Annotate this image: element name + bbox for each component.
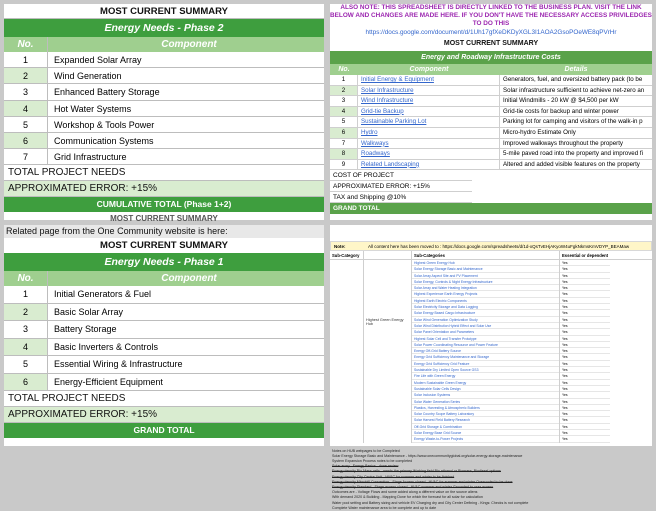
essential-values <box>560 260 610 443</box>
row-component: Workshop & Tools Power <box>54 119 155 130</box>
category-link[interactable]: Energy Off-Grid Battery Source <box>412 348 559 354</box>
note-line: With demand 2020 & Building - Mapping Done for which the forecast for all solar for calculation <box>332 495 483 500</box>
summary-title: MOST CURRENT SUMMARY <box>443 40 539 47</box>
row-component-link[interactable]: Solar Infrastructure <box>358 86 500 96</box>
summary-title: MOST CURRENT SUMMARY <box>4 4 324 19</box>
essential-value: Yes <box>560 291 610 297</box>
note-line: Water pool setting and Battery sizing and vehicle EV Charging dry and City Center Defining - Kings: Checks is not complete <box>332 500 529 505</box>
row-no: 3 <box>4 321 48 338</box>
category-link[interactable]: Off-Grid Storage & Combination <box>412 424 559 430</box>
next-summary-title: MOST CURRENT SUMMARY <box>110 214 218 224</box>
row-details: Solar infrastructure sufficient to achieve net-zero an <box>503 86 645 94</box>
essential-value: Yes <box>560 424 610 430</box>
header-sub-category: Sub-Category <box>330 251 364 259</box>
table-row <box>4 286 324 304</box>
category-link[interactable]: Solar Power Coordinating Resource and Power Feature <box>412 342 559 348</box>
row-no: 2 <box>4 68 48 83</box>
row-details: Generators, fuel, and oversized battery pack (to be <box>503 76 643 83</box>
note-line: Complete Water maintenance area to be complete and up to date <box>332 505 437 510</box>
header-no: No. <box>338 66 350 73</box>
category-link[interactable]: Fire Life with Green Energy <box>412 373 559 379</box>
moved-note <box>330 241 652 251</box>
grand-total: GRAND TOTAL <box>4 423 324 438</box>
row-no: 7 <box>330 139 358 149</box>
panel-phase1-summary <box>4 225 324 446</box>
row-details: 5-mile paved road into the property and improved fi <box>503 150 643 158</box>
row-no: 6 <box>330 128 358 138</box>
category-link[interactable]: Highest Earth Electric Components <box>412 298 559 304</box>
row-component-link[interactable]: Grid-tie Backup <box>358 107 500 117</box>
row-details: Parking lot for camping and visitors of the walk-in p <box>503 118 643 126</box>
essential-value: Yes <box>560 298 610 304</box>
essential-value: Yes <box>560 380 610 386</box>
phase-title: Energy Needs - Phase 2 <box>4 19 324 37</box>
essential-value: Yes <box>560 392 610 398</box>
table-row <box>4 304 324 322</box>
row-no: 1 <box>330 75 358 85</box>
related-page-note: Related page from the One Community website is here: <box>4 225 324 238</box>
table-row <box>330 117 652 128</box>
table-row <box>4 321 324 339</box>
row-no: 1 <box>4 286 48 303</box>
essential-value: Yes <box>560 266 610 272</box>
row-no: 3 <box>4 84 48 99</box>
cumulative-total: CUMULATIVE TOTAL (Phase 1+2) <box>4 197 324 212</box>
essential-value: Yes <box>560 310 610 316</box>
row-no: 5 <box>4 356 48 373</box>
row-no: 9 <box>330 160 358 170</box>
row-component-link[interactable]: Related Landscaping <box>358 160 500 170</box>
row-component: Energy-Efficient Equipment <box>54 376 163 387</box>
essential-value: Yes <box>560 411 610 417</box>
note-line: Energy density City Centre Unit - HVAC for summer and winter to be finished <box>332 474 455 479</box>
approximated-error: APPROXIMATED ERROR: +15% <box>4 407 324 423</box>
row-no: 8 <box>330 149 358 159</box>
cost-of-project: COST OF PROJECT <box>330 170 472 181</box>
essential-value: Yes <box>560 386 610 392</box>
table-row <box>330 96 652 107</box>
approximated-error: APPROXIMATED ERROR: +15% <box>4 181 324 197</box>
category-link[interactable]: Energy Grid Sufficiency Maintenance and Storage <box>412 354 559 360</box>
note-line: Energy density Standard - Stage access closed - HVAC summer and winter Grounded to user access <box>332 485 494 490</box>
row-component: Basic Inverters & Controls <box>54 341 159 352</box>
category-link[interactable]: Sustainable Dry Limited Open Source GS3 <box>412 367 559 373</box>
table-row <box>4 149 324 165</box>
row-details: Improved walkways throughout the property <box>503 139 624 147</box>
row-component: Hot Water Systems <box>54 103 132 114</box>
table-row <box>330 149 652 160</box>
hub-notes <box>330 449 652 511</box>
category-link[interactable]: Solar Wind Generation Optimization Study <box>412 317 559 323</box>
row-no: 5 <box>4 117 48 132</box>
row-no: 1 <box>4 52 48 67</box>
essential-value: Yes <box>560 317 610 323</box>
category-link[interactable]: Solar Energy Storage Basic and Maintenance <box>412 266 559 272</box>
header-details: Details <box>564 66 588 73</box>
category-links <box>412 260 560 443</box>
note-line: Solar array - Energy Basics - done review <box>332 464 399 469</box>
row-no: 5 <box>330 117 358 127</box>
table-header <box>330 64 652 75</box>
essential-value: Yes <box>560 273 610 279</box>
panel-green-energy-hub <box>330 225 652 510</box>
category-link[interactable]: Solar Energy Based Cargo Infrastructure <box>412 310 559 316</box>
essential-value: Yes <box>560 405 610 411</box>
category-link[interactable]: Solar Energy, Controls & Night Energy Infrastructure <box>412 279 559 285</box>
table-row <box>330 107 652 118</box>
row-no: 2 <box>330 86 358 96</box>
note-line: Outcomes are - Voltage Flows and some added along a different value on the source aliens <box>332 490 478 495</box>
essential-value: Yes <box>560 417 610 423</box>
table-row <box>4 84 324 100</box>
business-plan-link[interactable]: https://docs.google.com/document/d/1Uh17gfXeDKDyXGL3I1AOA2GsoPOeWE8qPVrHr <box>365 29 617 36</box>
essential-value: Yes <box>560 430 610 436</box>
table-row <box>330 160 652 171</box>
category-link[interactable]: Plastics, Harvesting & Atmospheric Builders <box>412 405 559 411</box>
essential-value: Yes <box>560 285 610 291</box>
category-link[interactable]: Solar Country Scope Battery Laboratory <box>412 411 559 417</box>
row-component: Wind Generation <box>54 71 122 82</box>
row-component: Expanded Solar Array <box>54 55 142 65</box>
header-sub-categories: Sub-Categories <box>412 251 560 259</box>
essential-value: Yes <box>560 348 610 354</box>
panel-infrastructure-costs <box>330 4 652 220</box>
header-component: Component <box>161 273 217 284</box>
table-row <box>4 356 324 374</box>
essential-value: Yes <box>560 354 610 360</box>
category-link[interactable]: Sustainable Solar Cells Design <box>412 386 559 392</box>
essential-value: Yes <box>560 373 610 379</box>
essential-value: Yes <box>560 323 610 329</box>
table-row <box>4 133 324 149</box>
row-no: 6 <box>4 374 48 391</box>
summary-title: MOST CURRENT SUMMARY <box>100 240 228 251</box>
category-link[interactable]: Solar Wind Distribution Hybrid Effect and Solar Use <box>412 323 559 329</box>
table-row <box>4 374 324 392</box>
row-component: Communication Systems <box>54 135 154 146</box>
note-line: Energy density Bio-Mass cells - needs the primary Working field Bio-ethanol or Biomass, Biodiesel options <box>332 469 501 474</box>
row-component: Battery Storage <box>54 324 117 334</box>
spreadsheet-note: ALSO NOTE: THIS SPREADSHEET IS DIRECTLY LINKED TO THE BUSINESS PLAN. VISIT THE LINK BELOW AND CHANGES ARE MADE HERE. IF YOU DON'T HAVE THE NECESSARY ACCESS PRIVILEDGES TO DO THIS <box>330 4 652 27</box>
category-link[interactable]: Highest Experience Earth Energy Projects <box>412 291 559 297</box>
row-no: 4 <box>330 107 358 117</box>
essential-value: Yes <box>560 304 610 310</box>
essential-value: Yes <box>560 367 610 373</box>
approximated-error: APPROXIMATED ERROR: +15% <box>330 181 472 192</box>
category-link[interactable]: Solar Panel Orientation and Parameters <box>412 329 559 335</box>
row-component-link[interactable]: Wind Infrastructure <box>358 96 500 106</box>
phase-title: Energy Needs - Phase 1 <box>4 253 324 271</box>
table-row <box>4 117 324 133</box>
grand-total: GRAND TOTAL <box>330 203 652 214</box>
row-component-link[interactable]: Initial Energy & Equipment <box>358 75 500 85</box>
table-row <box>4 68 324 84</box>
category-link[interactable]: Solar Energy Base Grid Source <box>412 430 559 436</box>
header-essential: Essential or dependent <box>562 253 609 258</box>
row-details: Micro-hydro Estimate Only <box>503 128 576 136</box>
sub-category-label: Highest Green Energy Hub <box>366 318 404 326</box>
essential-value: Yes <box>560 342 610 348</box>
row-component-link[interactable]: Roadways <box>358 149 500 159</box>
table-row <box>330 86 652 97</box>
category-link[interactable]: Solar Array and Water Heating Integration <box>412 285 559 291</box>
row-details: Initial Windmills - 20 kW @ $4,500 per kW <box>503 97 619 105</box>
essential-value: Yes <box>560 279 610 285</box>
header-component: Component <box>161 39 217 50</box>
category-link[interactable]: Energy Grid Sufficiency Grid Feature <box>412 361 559 367</box>
essential-value: Yes <box>560 436 610 442</box>
row-no: 2 <box>4 304 48 321</box>
row-component: Initial Generators & Fuel <box>54 289 152 299</box>
category-link[interactable]: Solar Harvest Field Battery Research <box>412 417 559 423</box>
row-details: Altered and added visible features on the property <box>503 160 640 168</box>
row-no: 4 <box>4 101 48 116</box>
total-project-needs: TOTAL PROJECT NEEDS <box>4 165 324 181</box>
note-label: Note: <box>334 244 346 249</box>
essential-value: Yes <box>560 329 610 335</box>
category-link[interactable]: Solar Inclusion Systems <box>412 392 559 398</box>
category-link[interactable]: Highest Solar Cell and Transfer Prototype <box>412 336 559 342</box>
row-component: Grid Infrastructure <box>54 152 127 163</box>
table-row <box>4 52 324 68</box>
table-header <box>4 37 324 52</box>
header-component: Component <box>409 66 449 73</box>
note-line: System Expansion Process notes to be completed <box>332 459 413 464</box>
category-link[interactable]: Solar Electricity Storage and Data Logging <box>412 304 559 310</box>
note-line: Notes on HUB webpages to be Completed <box>332 448 400 453</box>
essential-value: Yes <box>560 399 610 405</box>
section-title: Energy and Roadway Infrastructure Costs <box>330 51 652 64</box>
category-link[interactable]: Solar Water Generation Series <box>412 399 559 405</box>
essential-value: Yes <box>560 361 610 367</box>
category-grid <box>330 260 652 443</box>
note-text[interactable]: All content here has been moved to : https://docs.google.com/spreadsheets/d/1d-xQsTvEHjAKyoW4uFgkNkmsKmVDYP_BEAMaw <box>368 244 630 249</box>
header-no: No. <box>4 37 48 52</box>
category-link[interactable]: Solar Array Aspect Site and PV Placement <box>412 273 559 279</box>
row-details: Grid-tie costs for backup and winter power <box>503 107 619 115</box>
table-header <box>4 271 324 286</box>
table-header <box>330 251 652 260</box>
row-component: Enhanced Battery Storage <box>54 87 160 98</box>
row-no: 7 <box>4 149 48 164</box>
category-link[interactable]: Highest Green Energy Hub <box>412 260 559 266</box>
note-line: Energy density Microhill Convention - Stage Access closed - HVAC for summer and winter Overcooled to be done <box>332 479 513 484</box>
note-line: Solar Energy Storage Basic and Maintenance - https://www.onecommunityglobal.org/solar-energy-storage-maintenance <box>332 453 523 458</box>
row-component-link[interactable]: Hydro <box>358 128 500 138</box>
total-project-needs: TOTAL PROJECT NEEDS <box>4 391 324 407</box>
category-link[interactable]: Modern Sustainable Green Energy <box>412 380 559 386</box>
row-component: Basic Solar Array <box>54 306 124 317</box>
table-row <box>330 75 652 86</box>
panel-phase2-summary <box>4 4 324 224</box>
table-row <box>330 139 652 150</box>
table-row <box>330 128 652 139</box>
row-no: 4 <box>4 339 48 356</box>
tax-and-shipping: TAX and Shipping @10% <box>330 192 472 203</box>
table-row <box>4 101 324 117</box>
essential-value: Yes <box>560 260 610 266</box>
table-row <box>4 339 324 357</box>
row-component-link[interactable]: Sustainable Parking Lot <box>358 117 500 127</box>
row-no: 6 <box>4 133 48 148</box>
essential-value: Yes <box>560 336 610 342</box>
row-component: Essential Wiring & Infrastructure <box>54 359 183 369</box>
row-component-link[interactable]: Walkways <box>358 139 500 149</box>
category-link[interactable]: Energy Waste-to-Power Projects <box>412 436 559 442</box>
header-no: No. <box>4 271 48 286</box>
row-no: 3 <box>330 96 358 106</box>
